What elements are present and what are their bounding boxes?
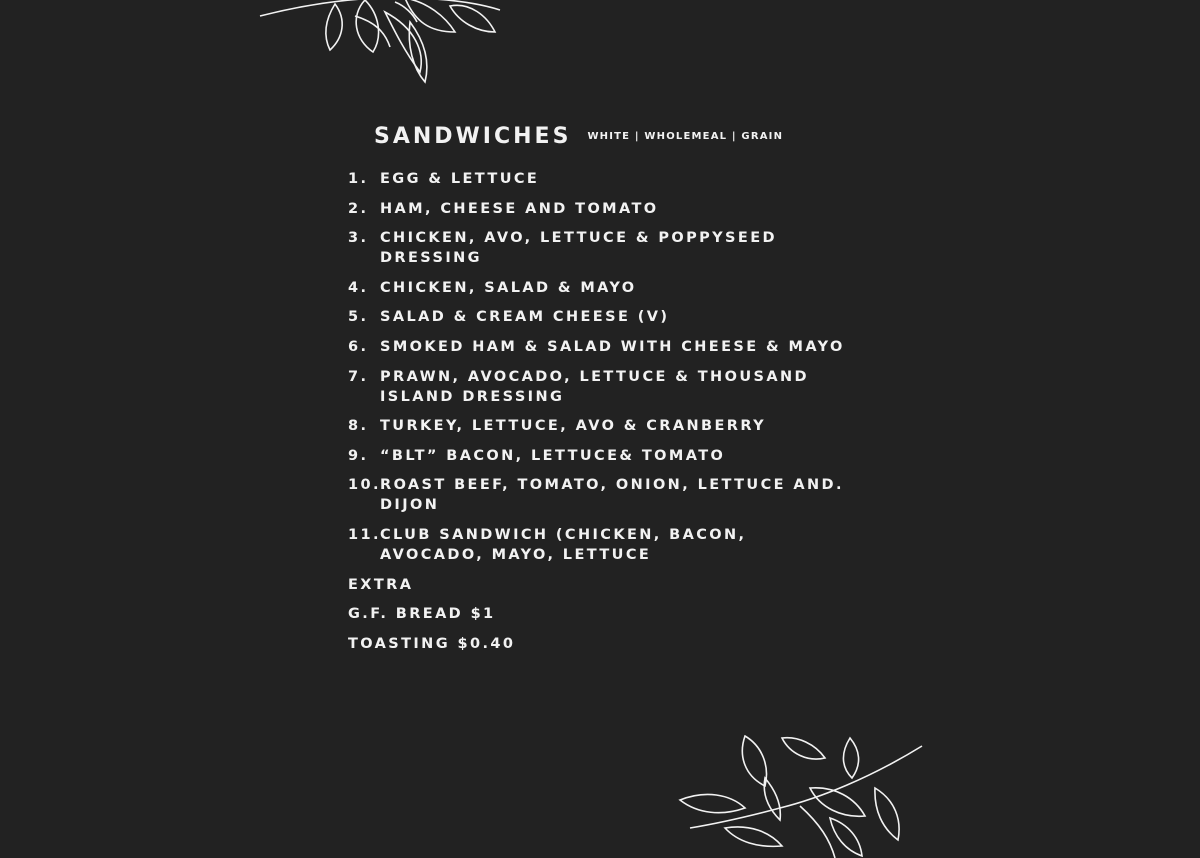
item-name: ROAST BEEF, TOMATO, ONION, LETTUCE AND. DIJON xyxy=(380,477,844,514)
item-number: 5. xyxy=(348,309,369,326)
sandwich-list xyxy=(348,169,848,565)
extra-toasting: TOASTING $0.40 xyxy=(348,635,516,652)
item-name: HAM, CHEESE AND TOMATO xyxy=(380,200,659,217)
list-item xyxy=(348,525,848,565)
leaf-branch-icon xyxy=(670,728,930,858)
item-number: 8. xyxy=(348,418,369,435)
list-item xyxy=(348,416,848,436)
item-name: EGG & LETTUCE xyxy=(380,171,540,187)
sandwich-menu xyxy=(348,124,848,663)
list-item xyxy=(348,228,848,268)
item-name: PRAWN, AVOCADO, LETTUCE & THOUSAND ISLAND DRESSING xyxy=(380,368,809,405)
item-name: SALAD & CREAM CHEESE (V) xyxy=(380,309,670,326)
leaf-branch-icon xyxy=(255,0,515,87)
item-number: 4. xyxy=(348,279,369,296)
menu-header xyxy=(374,124,848,149)
item-number: 2. xyxy=(348,200,369,217)
item-name: CHICKEN, SALAD & MAYO xyxy=(380,279,637,296)
item-name: SMOKED HAM & SALAD WITH CHEESE & MAYO xyxy=(380,338,845,355)
item-name: CLUB SANDWICH (CHICKEN, BACON, AVOCADO, MAYO, LETTUCE xyxy=(380,526,747,563)
item-number: 9. xyxy=(348,447,369,464)
list-item xyxy=(348,446,848,466)
list-item xyxy=(348,475,848,515)
menu-title: SANDWICHES xyxy=(374,124,572,149)
item-number: 6. xyxy=(348,338,369,355)
item-name: TURKEY, LETTUCE, AVO & CRANBERRY xyxy=(380,418,766,435)
list-item xyxy=(348,337,848,357)
list-item xyxy=(348,169,848,189)
list-item xyxy=(348,199,848,219)
item-name: “BLT” BACON, LETTUCE& TOMATO xyxy=(380,447,726,464)
item-number: 3. xyxy=(348,230,369,247)
item-name: CHICKEN, AVO, LETTUCE & POPPYSEED DRESSING xyxy=(380,230,777,267)
extra-heading: EXTRA xyxy=(348,576,414,593)
item-number: 11. xyxy=(348,526,381,543)
bread-options: WHITE | WHOLEMEAL | GRAIN xyxy=(587,131,784,142)
item-number: 1. xyxy=(348,171,369,187)
list-item xyxy=(348,278,848,298)
item-number: 10. xyxy=(348,477,381,494)
item-number: 7. xyxy=(348,368,369,385)
list-item xyxy=(348,307,848,327)
list-item xyxy=(348,367,848,407)
extra-gf-bread: G.F. BREAD $1 xyxy=(348,606,496,623)
